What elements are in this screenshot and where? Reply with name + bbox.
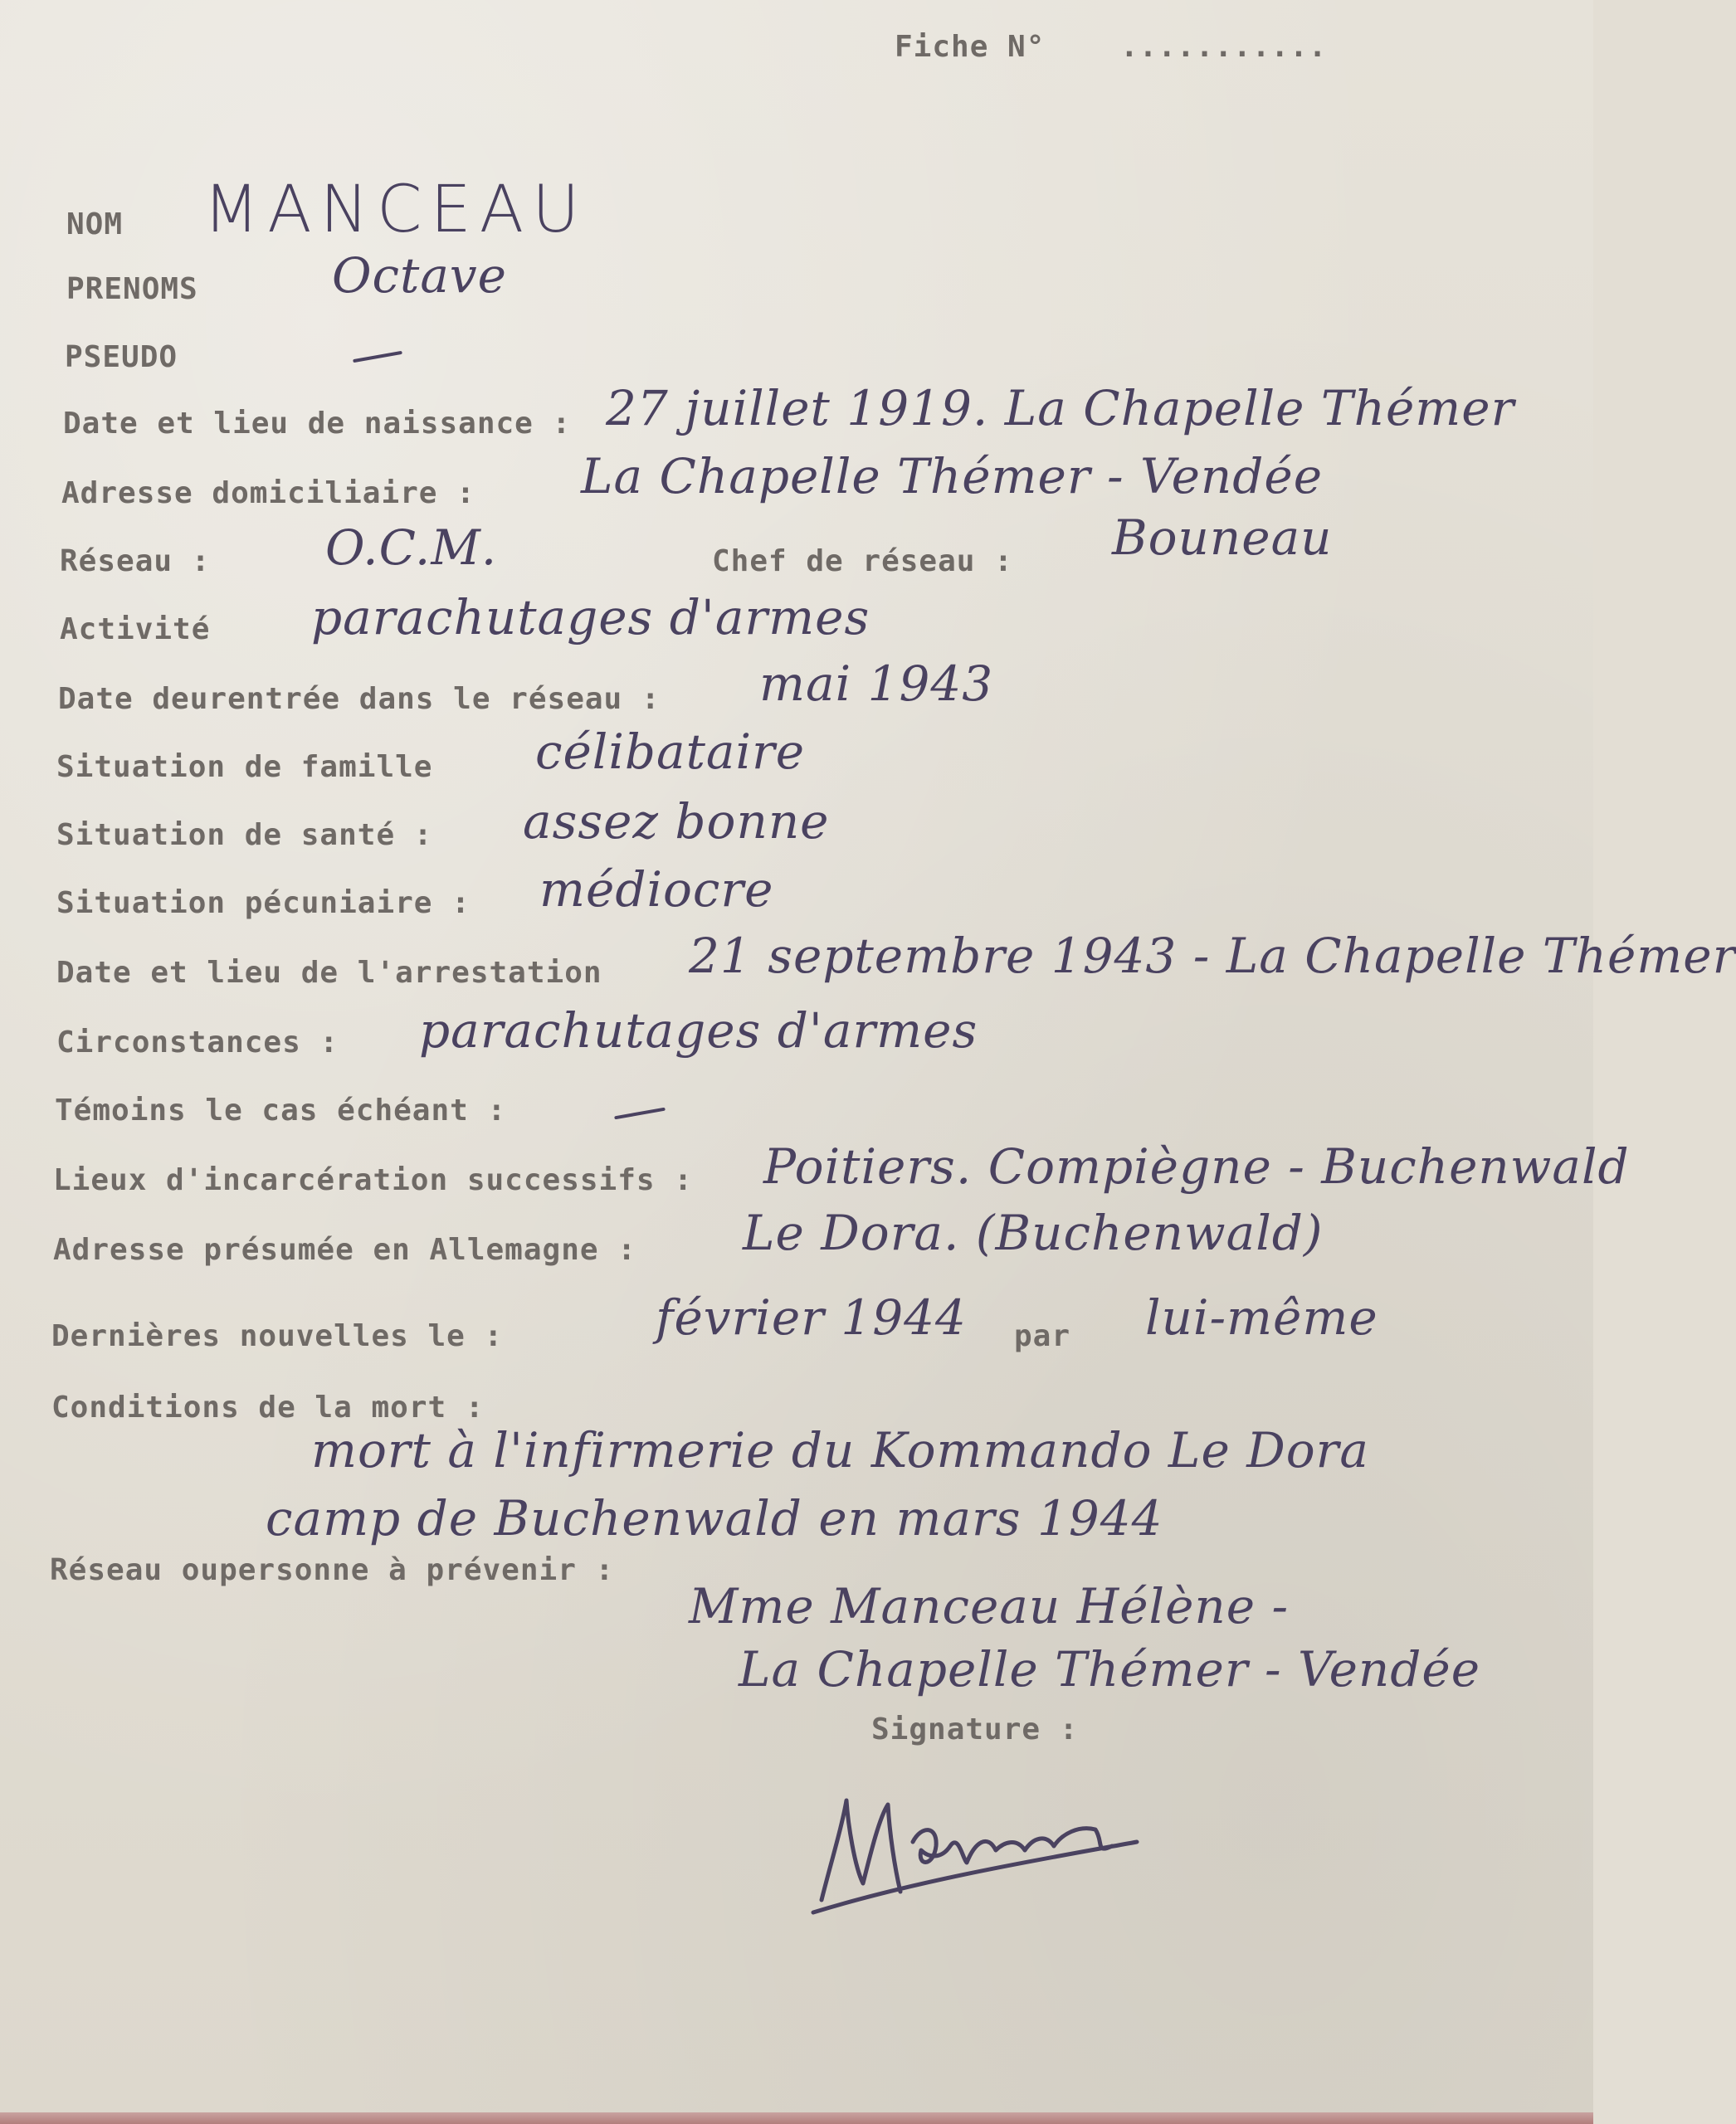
table-edge [0, 2112, 1593, 2124]
label-prenoms: PRENOMS [66, 272, 198, 306]
value-arrestation: 21 septembre 1943 - La Chapelle Thémer [689, 928, 1736, 984]
value-conditions-mort-line1: mort à l'infirmerie du Kommando Le Dora [311, 1422, 1369, 1479]
value-nom: MANCEAU [203, 173, 588, 247]
label-incarceration: Lieux d'incarcération successifs : [53, 1163, 693, 1197]
label-dernieres-nouvelles: Dernières nouvelles le : [51, 1319, 504, 1353]
value-adresse-allemagne: Le Dora. (Buchenwald) [743, 1205, 1324, 1261]
value-activite: parachutages d'armes [311, 589, 870, 645]
value-date-entree: mai 1943 [759, 655, 994, 712]
pseudo-dash [353, 351, 402, 363]
label-sante: Situation de santé : [56, 818, 433, 852]
value-prenoms: Octave [332, 247, 508, 304]
value-adresse: La Chapelle Thémer - Vendée [581, 448, 1324, 504]
label-naissance: Date et lieu de naissance : [63, 407, 572, 441]
label-conditions-mort: Conditions de la mort : [51, 1391, 485, 1425]
value-reseau: O.C.M. [325, 519, 498, 576]
value-famille: célibataire [535, 723, 806, 780]
value-chef-reseau: Bouneau [1112, 509, 1333, 566]
label-date-entree: Date deurentrée dans le réseau : [58, 682, 661, 716]
label-famille: Situation de famille [56, 750, 433, 784]
fiche-number-dots: ........... [1120, 30, 1328, 64]
handwritten-signature [797, 1767, 1153, 1933]
label-reseau: Réseau : [60, 544, 211, 578]
value-sante: assez bonne [523, 793, 830, 850]
label-personne-prevenir: Réseau oupersonne à prévenir : [50, 1553, 615, 1587]
value-circonstances: parachutages d'armes [419, 1002, 978, 1059]
label-arrestation: Date et lieu de l'arrestation [56, 956, 602, 990]
label-pecuniaire: Situation pécuniaire : [56, 886, 471, 920]
label-chef-reseau: Chef de réseau : [712, 544, 1013, 578]
value-personne-prevenir-line2: La Chapelle Thémer - Vendée [739, 1641, 1481, 1698]
temoins-dash [614, 1108, 666, 1120]
label-pseudo: PSEUDO [65, 340, 178, 374]
label-par: par [1014, 1319, 1071, 1353]
label-adresse-allemagne: Adresse présumée en Allemagne : [53, 1233, 636, 1267]
value-dernieres-nouvelles-par: lui-même [1145, 1289, 1378, 1346]
value-personne-prevenir-line1: Mme Manceau Hélène - [689, 1578, 1290, 1634]
value-dernieres-nouvelles-date: février 1944 [656, 1289, 967, 1346]
label-activite: Activité [60, 612, 211, 646]
value-pecuniaire: médiocre [539, 861, 774, 918]
value-naissance: 27 juillet 1919. La Chapelle Thémer [606, 380, 1515, 436]
label-signature: Signature : [871, 1712, 1079, 1746]
value-incarceration: Poitiers. Compiègne - Buchenwald [763, 1138, 1630, 1195]
value-conditions-mort-line2: camp de Buchenwald en mars 1944 [266, 1490, 1163, 1547]
fiche-label: Fiche N° [895, 30, 1046, 64]
label-nom: NOM [66, 207, 124, 241]
label-circonstances: Circonstances : [56, 1025, 339, 1060]
label-temoins: Témoins le cas échéant : [55, 1094, 507, 1128]
label-adresse: Adresse domiciliaire : [61, 476, 475, 510]
